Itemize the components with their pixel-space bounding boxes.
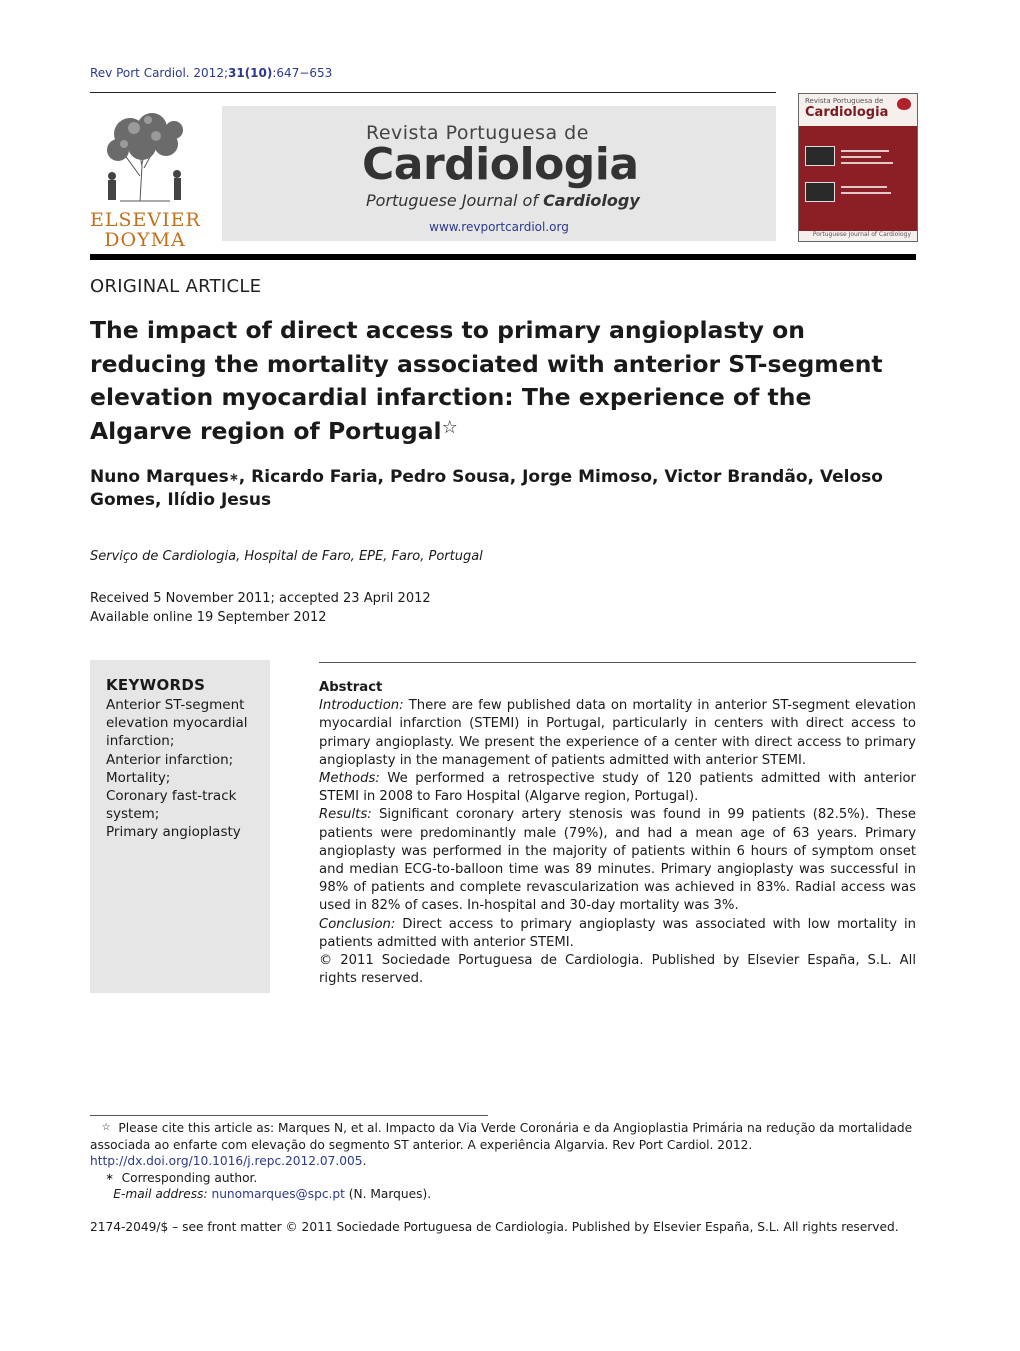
footnotes: [90, 1120, 916, 1203]
cover-pretitle: Revista Portuguesa de: [805, 97, 884, 105]
journal-citation[interactable]: Rev Port Cardiol. 2012;31(10):647−653: [90, 66, 333, 80]
masthead-subtitle: Portuguese Journal of Cardiology: [366, 191, 640, 210]
abstract-heading: Abstract: [319, 680, 383, 695]
corresponding-author-footnote: ∗ Corresponding author.: [105, 1170, 258, 1185]
elsevier-doyma-logo: [90, 106, 201, 251]
doi-link[interactable]: http://dx.doi.org/10.1016/j.repc.2012.07.005: [90, 1154, 363, 1168]
corresponding-author-mark[interactable]: ∗: [228, 470, 239, 484]
cover-image: [805, 146, 835, 166]
publisher-name-elsevier: ELSEVIER: [90, 209, 201, 231]
elsevier-tree-icon: [90, 106, 200, 206]
journal-cover-thumbnail: [798, 93, 918, 242]
masthead-pretitle: Revista Portuguesa de: [366, 122, 589, 144]
abstract: [319, 679, 916, 988]
heart-icon: [897, 98, 911, 110]
author-email-link[interactable]: nunomarques@spc.pt: [211, 1187, 345, 1201]
keyword-item: Coronary fast-track system;: [106, 788, 237, 823]
abstract-rule: [319, 662, 916, 663]
article-dates: [90, 589, 431, 627]
article-title: The impact of direct access to primary angioplasty on reducing the mortality associated with anterior ST-segment elevation myocardial infarction: The experience of the Algarve region of Portugal☆: [90, 316, 883, 445]
keyword-item: Mortality;: [106, 769, 171, 786]
keyword-item: Anterior infarction;: [106, 751, 234, 768]
journal-website-link[interactable]: www.revportcardiol.org: [429, 220, 569, 234]
affiliation: Serviço de Cardiologia, Hospital de Faro, EPE, Faro, Portugal: [90, 549, 483, 564]
header-rule: [90, 92, 776, 93]
publisher-name-doyma: DOYMA: [104, 229, 186, 251]
front-matter-notice: 2174-2049/$ – see front matter © 2011 Sociedade Portuguesa de Cardiologia. Published by Elsevier España, S.L. All rights reserved.: [90, 1220, 899, 1234]
cover-title: Cardiologia: [805, 105, 889, 120]
abstract-methods: Methods: We performed a retrospective study of 120 patients admitted with anterior STEMI in 2008 to Faro Hospital (Algarve region, Portugal).: [319, 771, 916, 805]
abstract-copyright: © 2011 Sociedade Portuguesa de Cardiologia. Published by Elsevier España, S.L. All rights reserved.: [319, 953, 916, 987]
article-type: ORIGINAL ARTICLE: [90, 276, 262, 297]
author-list: Nuno Marques∗, Ricardo Faria, Pedro Sousa, Jorge Mimoso, Victor Brandão, Veloso Gomes, Ilídio Jesus: [90, 467, 883, 510]
title-footnote-mark[interactable]: ☆: [441, 416, 458, 438]
keyword-item: Anterior ST-segment elevation myocardial infarction;: [106, 697, 248, 750]
journal-masthead: [222, 106, 776, 241]
cover-image: [805, 182, 835, 202]
star-icon: ☆: [101, 1122, 111, 1133]
cover-footer: Portuguese Journal of Cardiology: [812, 231, 911, 238]
keywords-panel: [90, 660, 270, 993]
masthead-title: Cardiologia: [362, 139, 639, 190]
keyword-item: Primary angioplasty: [106, 824, 241, 841]
abstract-introduction: Introduction: There are few published data on mortality in anterior ST-segment elevation myocardial infarction (STEMI) in Portugal, particularly in centers with direct access to primary angioplasty. We present the experience of a center with direct access to primary angioplasty in the management of patients admitted with anterior STEMI.: [319, 698, 916, 768]
citation-footnote: ☆ Please cite this article as: Marques N, et al. Impacto da Via Verde Coronária e da Angioplastia Primária na redução da mortalidade associada ao enfarte com elevação do segmento ST anterior. A experiência Algarvia. Rev Port Cardiol. 2012. http://dx.doi.org/10.1016/j.repc.2012.07.005.: [90, 1121, 913, 1168]
footnote-rule: [90, 1115, 488, 1116]
keywords-list: [106, 696, 266, 842]
email-footnote: E-mail address: nunomarques@spc.pt (N. Marques).: [113, 1187, 432, 1201]
received-accepted-date: Received 5 November 2011; accepted 23 April 2012: [90, 591, 431, 606]
abstract-results: Results: Significant coronary artery stenosis was found in 99 patients (82.5%). These patients were predominantly male (79%), and had a mean age of 63 years. Primary angioplasty was performed in the majority of patients within 6 hours of symptom onset and median ECG-to-balloon time was 89 minutes. Primary angioplasty was successful in 98% of patients and complete revascularization was achieved in 83%. Radial access was used in 82% of cases. In-hospital and 30-day mortality was 3%.: [319, 807, 916, 914]
section-divider: [90, 254, 916, 260]
abstract-conclusion: Conclusion: Direct access to primary angioplasty was associated with low mortality in patients admitted with anterior STEMI.: [319, 916, 916, 950]
available-online-date: Available online 19 September 2012: [90, 610, 327, 625]
keywords-heading: KEYWORDS: [106, 676, 206, 694]
